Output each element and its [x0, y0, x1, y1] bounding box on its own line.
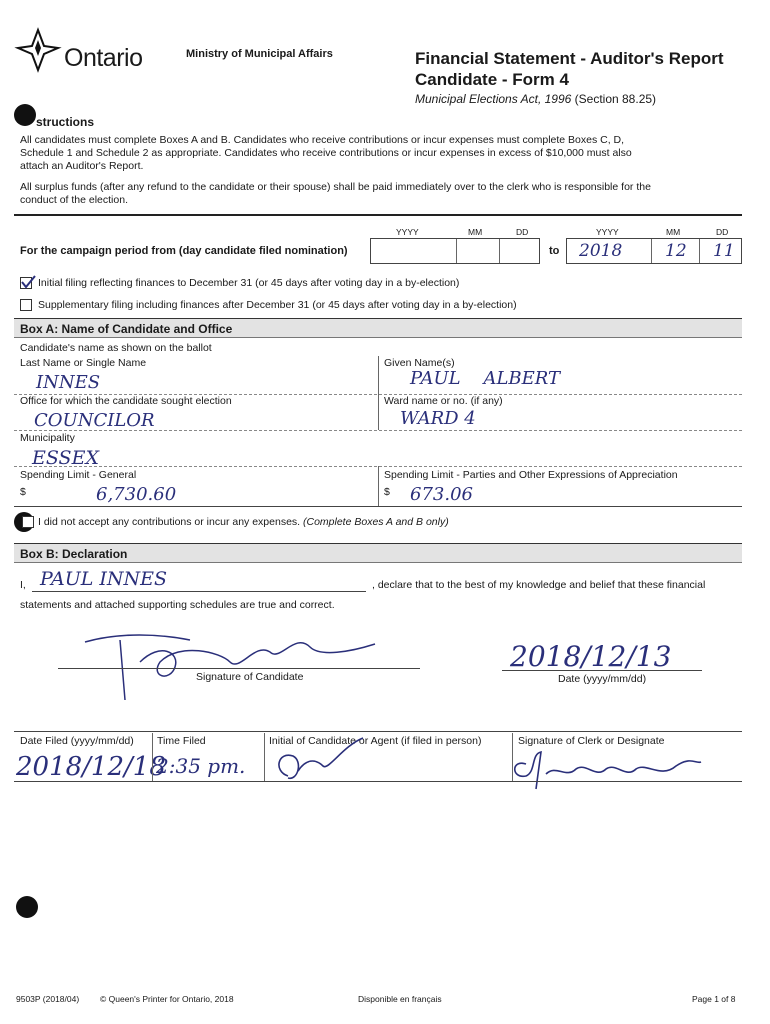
clerk-signature: [496, 744, 716, 794]
candidate-signature: [80, 622, 380, 702]
divider: [378, 356, 379, 394]
col-dd-to: DD: [716, 227, 729, 237]
given-name-label: Given Name(s): [384, 357, 455, 369]
limit-parties-currency: $: [384, 486, 390, 498]
initial-signature: [268, 736, 368, 786]
limit-general-label: Spending Limit - General: [20, 469, 137, 481]
to-mm-value: 12: [665, 241, 687, 261]
ministry-name: Ministry of Municipal Affairs: [186, 48, 333, 60]
date-line: [502, 670, 702, 671]
to-date-field[interactable]: [566, 238, 742, 264]
instructions-line: attach an Auditor's Report.: [20, 160, 144, 172]
time-filed-value: 2:35 pm.: [156, 754, 246, 778]
box-a-header: Box A: Name of Candidate and Office: [14, 318, 742, 338]
initial-filing-checkbox[interactable]: [20, 277, 32, 289]
initial-candidate-label: Initial of Candidate or Agent (if filed in person): [269, 735, 482, 747]
instructions-line: conduct of the election.: [20, 194, 128, 206]
divider: [14, 430, 742, 431]
col-mm: MM: [468, 227, 483, 237]
municipality-label: Municipality: [20, 432, 75, 444]
declaration-text: , declare that to the best of my knowledge and belief that these financial: [372, 579, 706, 591]
divider: [14, 781, 742, 782]
declaration-text-2: statements and attached supporting schedules are true and correct.: [20, 599, 335, 611]
divider: [14, 506, 742, 507]
ballot-label: Candidate's name as shown on the ballot: [20, 342, 212, 354]
initial-filing-label: Initial filing reflecting finances to December 31 (or 45 days after voting day in a by-election): [38, 277, 460, 289]
limit-general-value: 6,730.60: [96, 484, 177, 505]
divider: [14, 214, 742, 216]
divider: [14, 731, 742, 732]
limit-general-currency: $: [20, 486, 26, 498]
punch-hole-mark: [16, 896, 38, 918]
ward-label: Ward name or no. (if any): [384, 395, 503, 407]
no-contributions-note: (Complete Boxes A and B only): [303, 516, 449, 528]
instructions-line: All candidates must complete Boxes A and B. Candidates who receive contributions or incur expenses must complete Boxes C, D,: [20, 134, 625, 146]
form-title: [415, 48, 724, 90]
box-b-header: Box B: Declaration: [14, 543, 742, 563]
col-yyyy-to: YYYY: [596, 227, 619, 237]
instructions-text: [20, 134, 651, 207]
signature-line: [58, 668, 420, 669]
declarant-line: [32, 591, 366, 592]
act-section: (Section 88.25): [574, 92, 657, 106]
form-title-line1: Financial Statement - Auditor's Report: [415, 49, 724, 68]
limit-parties-label: Spending Limit - Parties and Other Expressions of Appreciation: [384, 469, 678, 481]
col-yyyy: YYYY: [396, 227, 419, 237]
office-value: COUNCILOR: [34, 410, 155, 431]
to-yyyy-value: 2018: [579, 241, 623, 261]
trillium-icon: [14, 26, 62, 74]
municipality-value: ESSEX: [32, 447, 99, 469]
french-availability: Disponible en français: [358, 994, 442, 1004]
to-dd-value: 11: [713, 241, 735, 261]
page-number: Page 1 of 8: [692, 994, 736, 1004]
last-name-label: Last Name or Single Name: [20, 357, 147, 369]
form-title-line2: Candidate - Form 4: [415, 70, 569, 89]
ontario-logo: [14, 26, 174, 76]
clerk-signature-label: Signature of Clerk or Designate: [518, 735, 665, 747]
instructions-line: Schedule 1 and Schedule 2 as appropriate. Candidates who receive contributions or incur expenses in excess of $10,000 must also: [20, 147, 632, 159]
divider: [264, 733, 265, 781]
date-filed-value: 2018/12/18: [16, 752, 166, 782]
punch-hole-mark: [14, 104, 36, 126]
checkmark-icon: [20, 275, 36, 289]
act-name: Municipal Elections Act, 1996: [415, 92, 572, 106]
form-code: 9503P (2018/04): [16, 994, 80, 1004]
col-mm-to: MM: [666, 227, 681, 237]
declaration-date-value: 2018/12/13: [510, 640, 672, 673]
supplementary-filing-label: Supplementary filing including finances after December 31 (or 45 days after voting day in a by-election): [38, 299, 517, 311]
date-filed-label: Date Filed (yyyy/mm/dd): [20, 735, 134, 747]
declaration-date-label: Date (yyyy/mm/dd): [558, 673, 647, 685]
divider: [378, 466, 379, 506]
no-contributions-label: I did not accept any contributions or incur any expenses.: [38, 516, 301, 528]
ward-value: WARD 4: [400, 408, 476, 429]
given-name-value: PAUL ALBERT: [410, 368, 561, 389]
declaration-i-label: I,: [20, 579, 26, 591]
from-date-field[interactable]: [370, 238, 540, 264]
divider: [152, 733, 153, 781]
instructions-line: All surplus funds (after any refund to the candidate or their spouse) shall be paid immediately over to the clerk who is responsible for the: [20, 181, 651, 193]
col-dd: DD: [516, 227, 529, 237]
supplementary-filing-checkbox[interactable]: [20, 299, 32, 311]
period-label: For the campaign period from (day candidate filed nomination): [20, 245, 348, 257]
signature-candidate-label: Signature of Candidate: [196, 671, 304, 683]
to-label: to: [549, 245, 560, 257]
copyright: © Queen's Printer for Ontario, 2018: [100, 994, 234, 1004]
act-reference: [415, 92, 656, 106]
time-filed-label: Time Filed: [157, 735, 206, 747]
logo-wordmark: Ontario: [64, 44, 143, 72]
office-label: Office for which the candidate sought election: [20, 395, 232, 407]
declarant-name-value: PAUL INNES: [40, 568, 168, 590]
limit-parties-value: 673.06: [410, 484, 473, 505]
divider: [378, 394, 379, 430]
instructions-heading: structions: [36, 115, 95, 129]
last-name-value: INNES: [36, 372, 101, 393]
no-contributions-text: [38, 516, 449, 528]
no-contributions-checkbox[interactable]: [22, 516, 34, 528]
